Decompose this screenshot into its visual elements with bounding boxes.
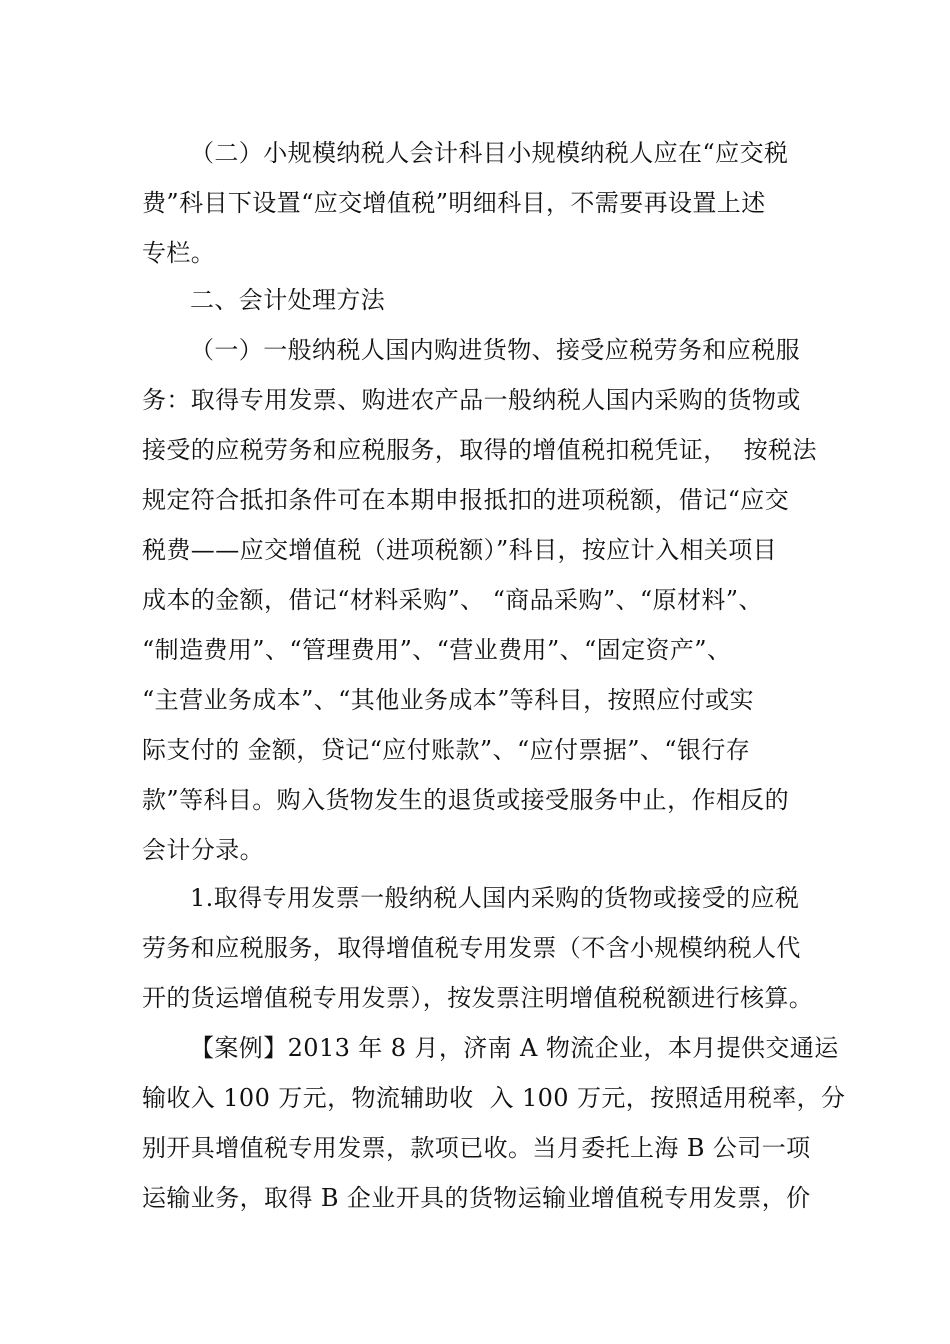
text-line: 会计分录。 [142, 836, 264, 864]
text-line: 际支付的 金额，贷记“应付账款”、“应付票据”、“银行存 [142, 736, 751, 764]
section-heading: 二、会计处理方法 [190, 286, 386, 314]
paragraph-case-example [142, 1023, 845, 1223]
text-line: （二）小规模纳税人会计科目小规模纳税人应在“应交税 [190, 139, 789, 167]
text-line: 运输业务，取得 B 企业开具的货物运输业增值税专用发票，价 [142, 1184, 811, 1212]
paragraph-small-taxpayer-accounts [142, 128, 788, 278]
text-line: 专栏。 [142, 239, 216, 267]
text-line: 务：取得专用发票、购进农产品一般纳税人国内采购的货物或 [142, 386, 801, 414]
text-line: 开的货运增值税专用发票），按发票注明增值税税额进行核算。 [142, 984, 814, 1012]
text-line: 1.取得专用发票一般纳税人国内采购的货物或接受的应税 [190, 884, 800, 912]
text-line: 【案例】2013 年 8 月，济南 A 物流企业，本月提供交通运 [190, 1034, 839, 1062]
text-line: 接受的应税劳务和应税服务，取得的增值税扣税凭证， 按税法 [142, 436, 817, 464]
text-line: 规定符合抵扣条件可在本期申报抵扣的进项税额，借记“应交 [142, 486, 790, 514]
text-line: （一）一般纳税人国内购进货物、接受应税劳务和应税服 [190, 336, 800, 364]
text-line: 劳务和应税服务，取得增值税专用发票（不含小规模纳税人代 [142, 934, 801, 962]
text-line: 税费——应交增值税（进项税额）”科目，按应计入相关项目 [142, 536, 778, 564]
text-line: “制造费用”、“管理费用”、“营业费用”、“固定资产”、 [142, 636, 732, 664]
text-line: 费”科目下设置“应交增值税”明细科目，不需要再设置上述 [142, 189, 766, 217]
text-line: 款”等科目。购入货物发生的退货或接受服务中止，作相反的 [142, 786, 790, 814]
section-heading-accounting-methods [142, 275, 385, 325]
text-line: “主营业务成本”、“其他业务成本”等科目，按照应付或实 [142, 686, 754, 714]
text-line: 输收入 100 万元，物流辅助收 入 100 万元，按照适用税率，分 [142, 1084, 846, 1112]
paragraph-general-taxpayer-purchases [142, 325, 817, 875]
text-line: 别开具增值税专用发票，款项已收。当月委托上海 B 公司一项 [142, 1134, 811, 1162]
text-line: 成本的金额，借记“材料采购”、 “商品采购”、“原材料”、 [142, 586, 763, 614]
paragraph-special-invoice [142, 873, 813, 1023]
